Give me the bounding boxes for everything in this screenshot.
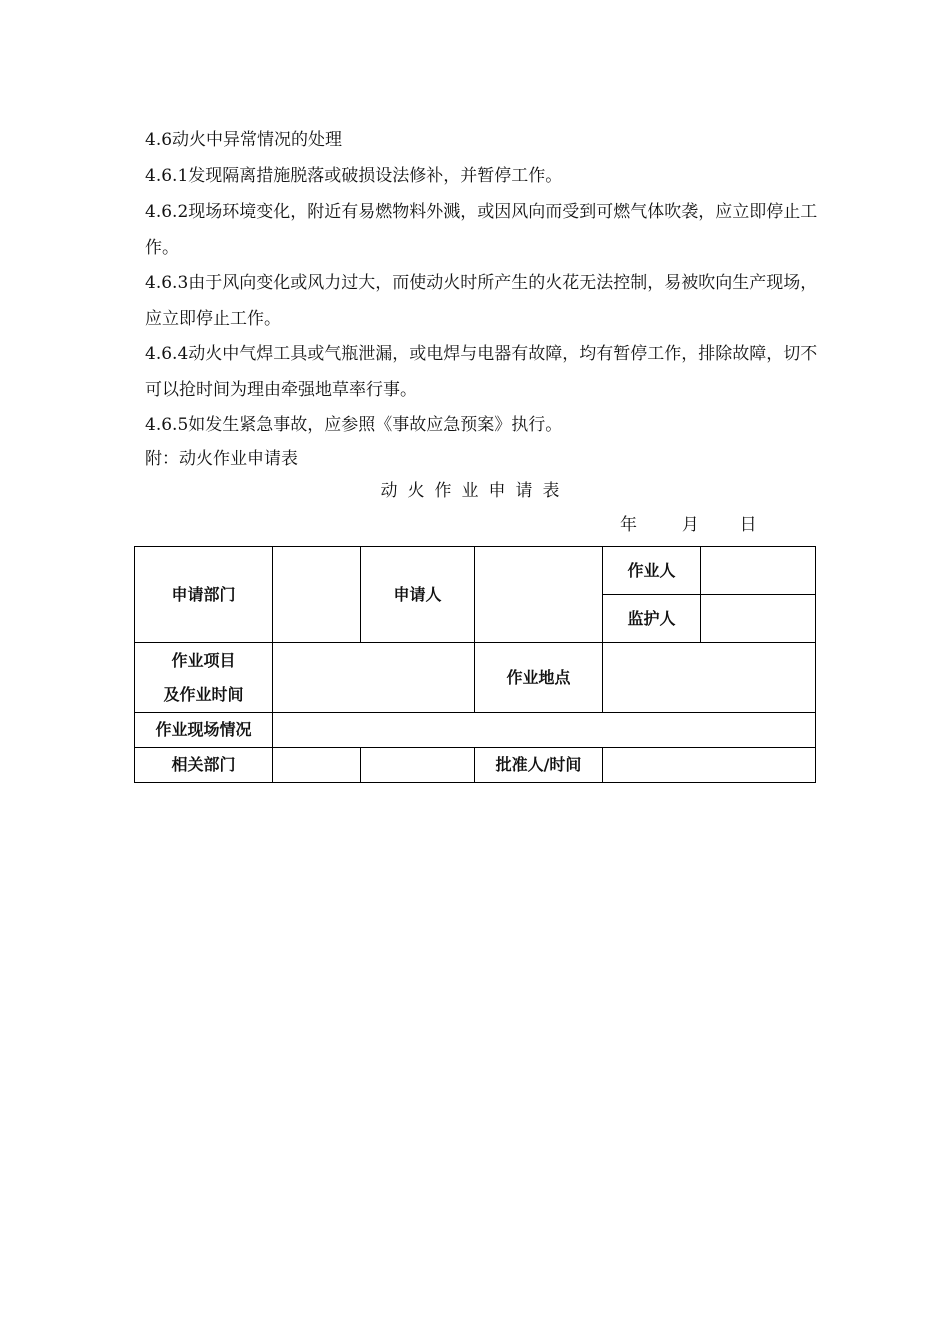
label-project-line2: 及作业时间 [163,684,244,704]
paragraph-4-6-2: 4.6.2现场环境变化，附近有易燃物料外溅，或因风向而受到可燃气体吹袭，应立即停止工作。 [145,202,818,258]
label-location: 作业地点 [475,643,603,713]
field-project-time[interactable] [273,643,475,713]
field-location[interactable] [603,643,816,713]
form-title: 动火作业申请表 [380,481,570,501]
paragraph-4-6-1: 4.6.1发现隔离措施脱落或破损设法修补，并暂停工作。 [145,166,563,186]
label-operator: 作业人 [603,547,701,595]
field-operator[interactable] [701,547,816,595]
field-dept[interactable] [273,547,361,643]
paragraph-4-6-4: 4.6.4动火中气焊工具或气瓶泄漏，或电焊与电器有故障，均有暂停工作，排除故障，切不可以抢时间为理由牵强地草率行事。 [145,344,818,400]
fire-work-application-form [134,546,816,783]
field-guardian[interactable] [701,595,816,643]
date-line [620,512,757,538]
field-site[interactable] [273,713,816,748]
label-guardian: 监护人 [603,595,701,643]
field-applicant[interactable] [475,547,603,643]
field-approver[interactable] [603,748,816,783]
label-project-line1: 作业项目 [171,650,236,670]
date-day-label: 日 [739,515,757,535]
label-project-time [135,643,273,713]
paragraph-4-6-3: 4.6.3由于风向变化或风力过大，而使动火时所产生的火花无法控制，易被吹向生产现场，应立即停止工作。 [145,273,818,329]
attachment-note: 附：动火作业申请表 [145,449,298,469]
paragraph-4-6-5: 4.6.5如发生紧急事故，应参照《事故应急预案》执行。 [145,415,563,435]
field-related-1[interactable] [273,748,361,783]
label-dept: 申请部门 [135,547,273,643]
label-site: 作业现场情况 [135,713,273,748]
label-approver: 批准人/时间 [475,748,603,783]
label-applicant: 申请人 [361,547,475,643]
paragraph-4-6: 4.6动火中异常情况的处理 [145,130,343,150]
field-related-2[interactable] [361,748,475,783]
date-month-label: 月 [681,515,699,535]
label-related: 相关部门 [135,748,273,783]
date-year-label: 年 [620,515,637,535]
